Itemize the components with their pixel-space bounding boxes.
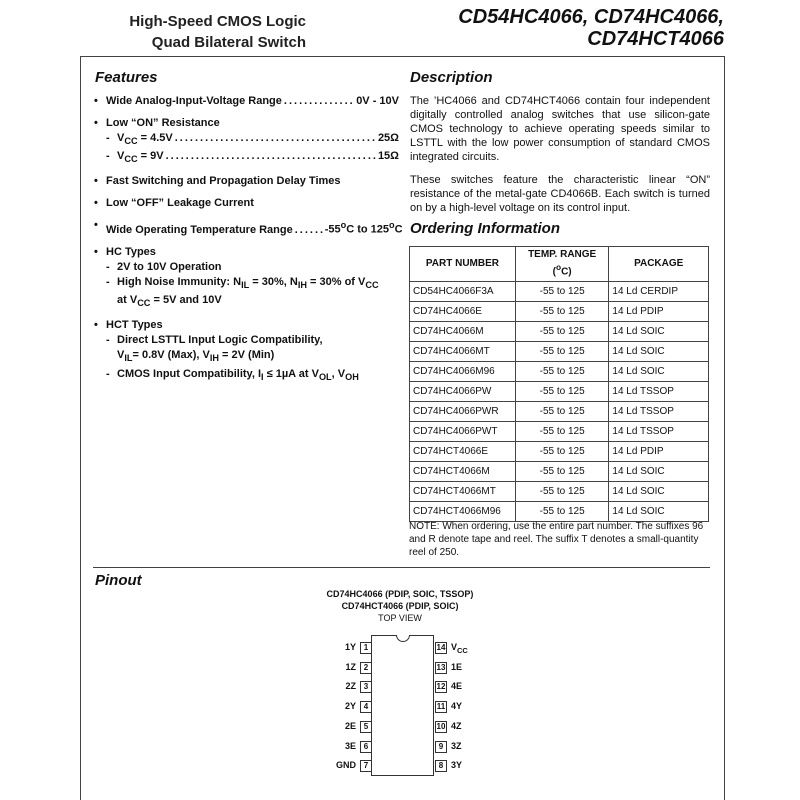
pin-10: 10 4Z <box>436 720 462 731</box>
ordering-cell-part: CD74HC4066E <box>410 302 516 322</box>
ordering-cell-pkg: 14 Ld SOIC <box>609 362 709 382</box>
col-package: PACKAGE <box>609 247 709 282</box>
pin-12: 12 4E <box>436 681 463 692</box>
feature-hct-types: • HCT Types - Direct LSTTL Input Logic Compatibility, $V_{IL}= 0.8V$ (Max), $V_{IH} = 2V$ (Min) - CMOS Input Compatibility, $I_I \le 1\mu A$ at $V_{OL}$, $V_{OH}$ <box>94 318 399 384</box>
ordering-cell-temp: -55 to 125 <box>515 402 609 422</box>
feature-low-on-resistance: • Low “ON” Resistance - $V_{CC} = 4.5V$ ..... 25Ω - $V_{CC} = 9V$ ..... 15Ω <box>94 116 399 167</box>
leader-dots <box>284 94 354 109</box>
ordering-cell-pkg: 14 Ld TSSOP <box>609 382 709 402</box>
description-paragraph-1: The ’HC4066 and CD74HCT4066 contain four independent digitally controlled analog switches that use silicon-gate CMOS technology to achieve operating speeds similar to LSTTL with the low power consumption of standard CMOS integrated circuits. <box>410 95 710 163</box>
ordering-cell-temp: -55 to 125 <box>515 362 609 382</box>
ordering-cell-temp: -55 to 125 <box>515 382 609 402</box>
ordering-cell-pkg: 14 Ld CERDIP <box>609 282 709 302</box>
ordering-cell-temp: -55 to 125 <box>515 442 609 462</box>
ordering-table <box>409 246 709 522</box>
ordering-cell-part: CD74HCT4066M96 <box>410 502 516 522</box>
feature-low-off-leakage: • Low “OFF” Leakage Current <box>94 196 399 211</box>
title-line-2: Quad Bilateral Switch <box>151 34 306 51</box>
ordering-row <box>410 422 709 442</box>
leader-dots <box>295 223 323 238</box>
pin-11: 11 4Y <box>436 701 463 712</box>
feature-hc-types: • HC Types - 2V to 10V Operation - High Noise Immunity: $N_{IL} = 30\%$, $N_{IH} = 30\%$ of $V_{CC}$ at $V_{CC} = 5V$ and 10V <box>94 245 399 311</box>
ordering-cell-part: CD74HCT4066M <box>410 462 516 482</box>
col-temp-range: TEMP. RANGE ($^o$C) <box>515 247 609 282</box>
ordering-row <box>410 322 709 342</box>
hc-operation: - 2V to 10V Operation <box>94 260 399 275</box>
leader-dots <box>166 149 376 164</box>
ordering-cell-part: CD74HC4066M96 <box>410 362 516 382</box>
ordering-row <box>410 462 709 482</box>
ordering-row <box>410 362 709 382</box>
ordering-note: NOTE: When ordering, use the entire part number. The suffixes 96 and R denote tape and reel. The suffix T denotes a small-quantity reel of 250. <box>409 521 704 558</box>
ordering-row <box>410 442 709 462</box>
pin-2: 1Z 2 <box>312 662 372 673</box>
ordering-row <box>410 482 709 502</box>
ic-package-body <box>371 635 434 776</box>
ordering-cell-pkg: 14 Ld SOIC <box>609 342 709 362</box>
ordering-cell-part: CD74HC4066PW <box>410 382 516 402</box>
ordering-cell-pkg: 14 Ld SOIC <box>609 322 709 342</box>
ordering-cell-part: CD74HCT4066E <box>410 442 516 462</box>
feature-wide-range: • Wide Analog-Input-Voltage Range ..... 0V - 10V <box>94 94 399 109</box>
ordering-cell-part: CD54HC4066F3A <box>410 282 516 302</box>
ordering-row <box>410 302 709 322</box>
ordering-cell-temp: -55 to 125 <box>515 282 609 302</box>
ordering-row <box>410 282 709 302</box>
ordering-title: Ordering Information <box>410 220 560 237</box>
pin-5: 2E 5 <box>312 721 372 732</box>
pin-1: 1Y 1 <box>312 642 372 653</box>
pin-8: 8 3Y <box>435 760 462 771</box>
ordering-cell-pkg: 14 Ld SOIC <box>609 482 709 502</box>
ordering-cell-part: CD74HC4066M <box>410 322 516 342</box>
pinout-title: Pinout <box>95 572 142 589</box>
pin-6: 3E 6 <box>312 741 372 752</box>
ordering-cell-pkg: 14 Ld SOIC <box>609 502 709 522</box>
hct-lsttl-cont: $V_{IL}= 0.8V$ (Max), $V_{IH} = 2V$ (Min) <box>117 349 275 364</box>
hc-noise-immunity-cont: at $V_{CC} = 5V$ and 10V <box>117 294 222 309</box>
pinout-caption-line-2: CD74HCT4066 (PDIP, SOIC) <box>341 601 459 611</box>
pin-14: 14 $V_{CC}$ <box>436 642 468 655</box>
pin-3: 2Z 3 <box>312 681 372 692</box>
ordering-row <box>410 402 709 422</box>
ron-vcc-4-5v: - $V_{CC} = 4.5V$ ..... 25Ω <box>94 131 399 149</box>
col-part-number: PART NUMBER <box>410 247 516 282</box>
feature-temp-range: • Wide Operating Temperature Range ..... -55$^o$C to 125$^o$C <box>94 218 399 238</box>
description-paragraph-2: These switches feature the characteristic linear “ON” resistance of the metal-gate CD4066B. Each switch is turned on by a high-level voltage on its control input. <box>410 174 710 214</box>
pinout-caption <box>300 588 500 624</box>
pinout-top-view: TOP VIEW <box>378 613 422 623</box>
pin-7: GND 7 <box>312 760 372 771</box>
ordering-cell-part: CD74HCT4066MT <box>410 482 516 502</box>
document-title <box>86 11 306 53</box>
hct-lsttl: - Direct LSTTL Input Logic Compatibility, <box>94 333 399 348</box>
section-divider <box>93 567 710 568</box>
features-list <box>94 94 403 392</box>
ordering-cell-pkg: 14 Ld TSSOP <box>609 422 709 442</box>
ordering-cell-temp: -55 to 125 <box>515 342 609 362</box>
pin-13: 13 1E <box>436 661 463 672</box>
ordering-cell-pkg: 14 Ld TSSOP <box>609 402 709 422</box>
hc-noise-immunity: - High Noise Immunity: $N_{IL} = 30\%$, $N_{IH} = 30\%$ of $V_{CC}$ <box>94 275 399 293</box>
ordering-cell-temp: -55 to 125 <box>515 422 609 442</box>
hct-cmos-compat: - CMOS Input Compatibility, $I_I \le 1\mu A$ at $V_{OL}$, $V_{OH}$ <box>94 367 399 385</box>
feature-fast-switching: • Fast Switching and Propagation Delay Times <box>94 174 399 189</box>
part-numbers-heading <box>458 6 724 50</box>
ordering-cell-temp: -55 to 125 <box>515 322 609 342</box>
ordering-cell-pkg: 14 Ld PDIP <box>609 302 709 322</box>
ordering-cell-part: CD74HC4066MT <box>410 342 516 362</box>
ordering-cell-temp: -55 to 125 <box>515 502 609 522</box>
part-numbers-line-1: CD54HC4066, CD74HC4066, <box>458 6 724 28</box>
ordering-cell-temp: -55 to 125 <box>515 302 609 322</box>
leader-dots <box>175 131 376 146</box>
ordering-cell-part: CD74HC4066PWR <box>410 402 516 422</box>
description-title: Description <box>410 69 493 86</box>
pinout-caption-line-1: CD74HC4066 (PDIP, SOIC, TSSOP) <box>326 589 474 599</box>
ordering-cell-temp: -55 to 125 <box>515 462 609 482</box>
ordering-row <box>410 502 709 522</box>
ordering-row <box>410 382 709 402</box>
ordering-cell-temp: -55 to 125 <box>515 482 609 502</box>
ron-vcc-9v: - $V_{CC} = 9V$ ..... 15Ω <box>94 149 399 167</box>
ordering-header-row <box>410 247 709 282</box>
part-numbers-line-2: CD74HCT4066 <box>587 28 724 50</box>
ordering-row <box>410 342 709 362</box>
ordering-cell-pkg: 14 Ld PDIP <box>609 442 709 462</box>
features-title: Features <box>95 69 158 86</box>
pin-4: 2Y 4 <box>312 701 372 712</box>
ordering-cell-part: CD74HC4066PWT <box>410 422 516 442</box>
description-body <box>410 94 710 224</box>
pin-9: 9 3Z <box>435 741 462 752</box>
title-line-1: High-Speed CMOS Logic <box>129 13 306 30</box>
ordering-cell-pkg: 14 Ld SOIC <box>609 462 709 482</box>
